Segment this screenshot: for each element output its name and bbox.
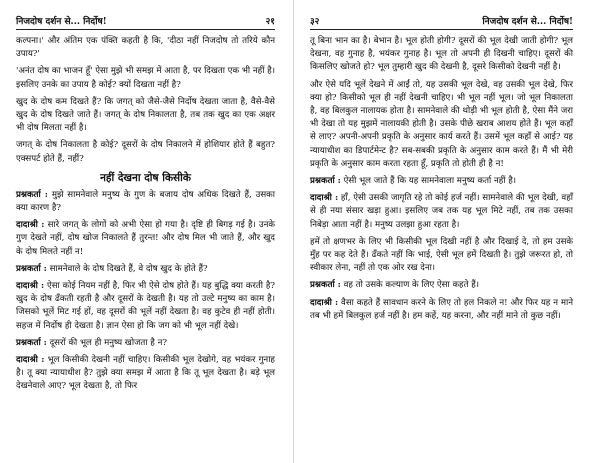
right-dialogue-line: [310, 279, 573, 292]
right-page-number: ३२: [310, 17, 320, 27]
speaker-label: प्रश्नकर्ता :: [310, 280, 341, 291]
dialogue-text: ऐसी भूल जाते हैं कि यह सामनेवाला मनुष्य कर्ता नहीं है।: [343, 176, 517, 187]
dialogue-text: सारे जगत् के लोगों को अभी ऐसा हो गया है। दृष्टि ही बिगड़ गई है। उनके गुण देखते नहीं, दोष खोज निकालते हैं तुरन्त! और दोष मिल भी जाते हैं, और खुद के दोष मिलते नहीं न!: [16, 220, 275, 257]
left-running-header: [16, 14, 275, 30]
right-dialogue-line: [310, 175, 573, 188]
speaker-label: प्रश्नकर्ता :: [16, 263, 47, 274]
right-dialogue-line: [310, 236, 573, 276]
dialogue-text: मुझे सामनेवाले मनुष्य के गुण के बजाय दोष अधिक दिखते हैं, उसका क्या कारण है?: [16, 189, 275, 214]
dialogue-text: वैसा कहते हैं सावधान करने के लिए तो हल निकले न! और फिर यह न माने तब भी हमें बिलकुल हर्ज नहीं है। हम कहें, यह करना, और नहीं माने तो कुछ नहीं।: [310, 297, 573, 321]
speaker-label: दादाश्री :: [16, 355, 45, 366]
dialogue-text: वह तो उसके कल्याण के लिए ऐसा कहते हैं।: [343, 280, 480, 291]
left-dialogue-line: [16, 263, 275, 276]
left-dialogue-line: [16, 219, 275, 259]
speaker-label: प्रश्नकर्ता :: [16, 189, 48, 200]
speaker-label: दादाश्री :: [310, 297, 339, 308]
section-heading: नहीं देखना दोष किसीके: [100, 171, 191, 184]
speaker-label: दादाश्री :: [310, 193, 339, 204]
right-paragraph: और ऐसे यदि भूलें देखने में आईं तो, यह उसकी भूल देखे, वह उसकी भूल देखे, फिर क्या हो? किसीको भूल ही नहीं देखनी चाहिए। भी भूल नहीं भूल। जो भूल निकालता है, वह बिलकुल नालायक होता है। सामनेवाले की थोड़ी भी भूल होती है, ऐसा मैंने जरा भी देखा तो यह मुझमें नालायकी होती है। उसके पीछे खराब आशय होते हैं। भूल कहाँ से लाए? अपनी-अपनी प्रकृति के अनुसार कार्य करते हैं। उसमें भूल कहाँ से आई? यह न्यायाधीश का डिपार्टमेन्ट है? सब-सबकी प्रकृति के अनुसार काम करते हैं। मैं भी मेरी प्रकृति के अनुसार काम करता रहता हूँ, प्रकृति तो होती ही है न!: [310, 79, 573, 169]
left-dialogue-line: [16, 280, 275, 333]
dialogue-text: हाँ, ऐसी उसकी जागृति रहे तो कोई हर्ज नहीं। सामनेवाले की भूल देखी, वहाँ से ही नया संसार खड़ा हुआ। इसलिए जब तक यह भूल मिटे नहीं, तब तक उसका निबेड़ा आता नहीं है। मनुष्य उलझा हुआ रहता है।: [310, 193, 573, 230]
left-dialogue-line: [16, 337, 275, 350]
left-dialogue-line: [16, 354, 275, 394]
speaker-label: प्रश्नकर्ता :: [310, 176, 341, 187]
left-paragraph: 'अनंत दोष का भाजन हूँ' ऐसा मुझे भी समझ में आता है, पर दिखता एक भी नहीं है। इसलिए उनके का उपाय है कोई? क्यों दिखता नहीं है?: [16, 66, 275, 90]
speaker-label: दादाश्री :: [16, 220, 45, 231]
left-paragraph: खुद के दोष कम दिखते हैं? कि जगत् को जैसे-जैसे निर्दोष देखता जाता है, वैसे-वैसे खुद के दोष दिखते जाते हैं। जगत् के दोष निकालता है, तब तक खुद का एक अक्षर भी दोष मिलता नहीं है।: [16, 96, 275, 134]
left-paragraph: कल्पना।' और अंतिम एक पंक्ति कहती है कि, 'दीठा नहीं निजदोष तो तरिये कौन उपाय?': [16, 36, 275, 60]
dialogue-text: हमें तो क्षणभर के लिए भी किसीकी भूल दिखी नहीं है और दिखाई दे, तो हम उसके मुँह पर कह देते हैं। ढँकते नहीं कि भाई, ऐसी भूल हमें दिखती है। तुझे जरूरत हो, तो स्वीकार लेना, नहीं तो एक ओर रख देना।: [310, 236, 573, 274]
page-gutter: [293, 0, 294, 463]
speaker-label: प्रश्नकर्ता :: [16, 337, 47, 348]
right-dialogue-line: [310, 297, 573, 323]
dialogue-text: दूसरों की भूल ही मनुष्य खोजता है न?: [49, 337, 167, 348]
right-header-title: निजदोष दर्शन से... निर्दोष!: [482, 17, 573, 27]
left-page-number: २१: [265, 17, 275, 27]
left-page: [0, 0, 285, 463]
dialogue-text: भूल किसीकी देखनी नहीं चाहिए। किसीकी भूल देखोगे, वह भयंकर गुनाह है। तू क्या न्यायाधीश है? तुझे क्या समझ में आता है कि तू भूल देखता है। बड़े भूल देखनेवाले आए? भूल देखता है, तो फिर: [16, 355, 275, 392]
left-dialogue-line: [16, 189, 275, 215]
left-header-title: निजदोष दर्शन से... निर्दोष!: [16, 17, 107, 27]
right-page: [300, 0, 585, 463]
left-paragraph: जगत् के दोष निकालता है कोई? दूसरों के दोष निकालने में होशियार होते हैं बहुत? एक्सपर्ट होते हैं, नहीं?: [16, 140, 275, 164]
dialogue-text: सामनेवाले के दोष दिखते हैं, वे दोष खुद के होते हैं?: [49, 263, 208, 274]
right-running-header: [310, 14, 573, 30]
speaker-label: दादाश्री :: [16, 281, 45, 292]
dialogue-text: ऐसा कोई नियम नहीं है, फिर भी ऐसे दोष होते हैं। यह बुद्धि क्या करती है? खुद के दोष ढँकती रहती है और दूसरों के देखती है। यह तो उल्टे मनुष्य का काम है। जिसको भूलें मिट गई हों, वह दूसरों की भूलें नहीं देखता है। वह कुटेव ही नहीं होती। सहज में निर्दोष ही देखता है। ज्ञान ऐसा हो कि जग को भी भूल नहीं देखे।: [16, 281, 275, 331]
right-dialogue-line: [310, 192, 573, 232]
right-paragraph: तू बिना भान का है। बेभान है। भूल होती होगी? दूसरों की भूल देखी जाती होगी? भूल देखना, वह गुनाह है, भयंकर गुनाह है। भूल तो अपनी ही दिखनी चाहिए। दूसरों की किसलिए खोजते हो? भूल तुम्हारी खुद की देखनी है, दूसरे किसीको देखनी नहीं है।: [310, 36, 573, 73]
